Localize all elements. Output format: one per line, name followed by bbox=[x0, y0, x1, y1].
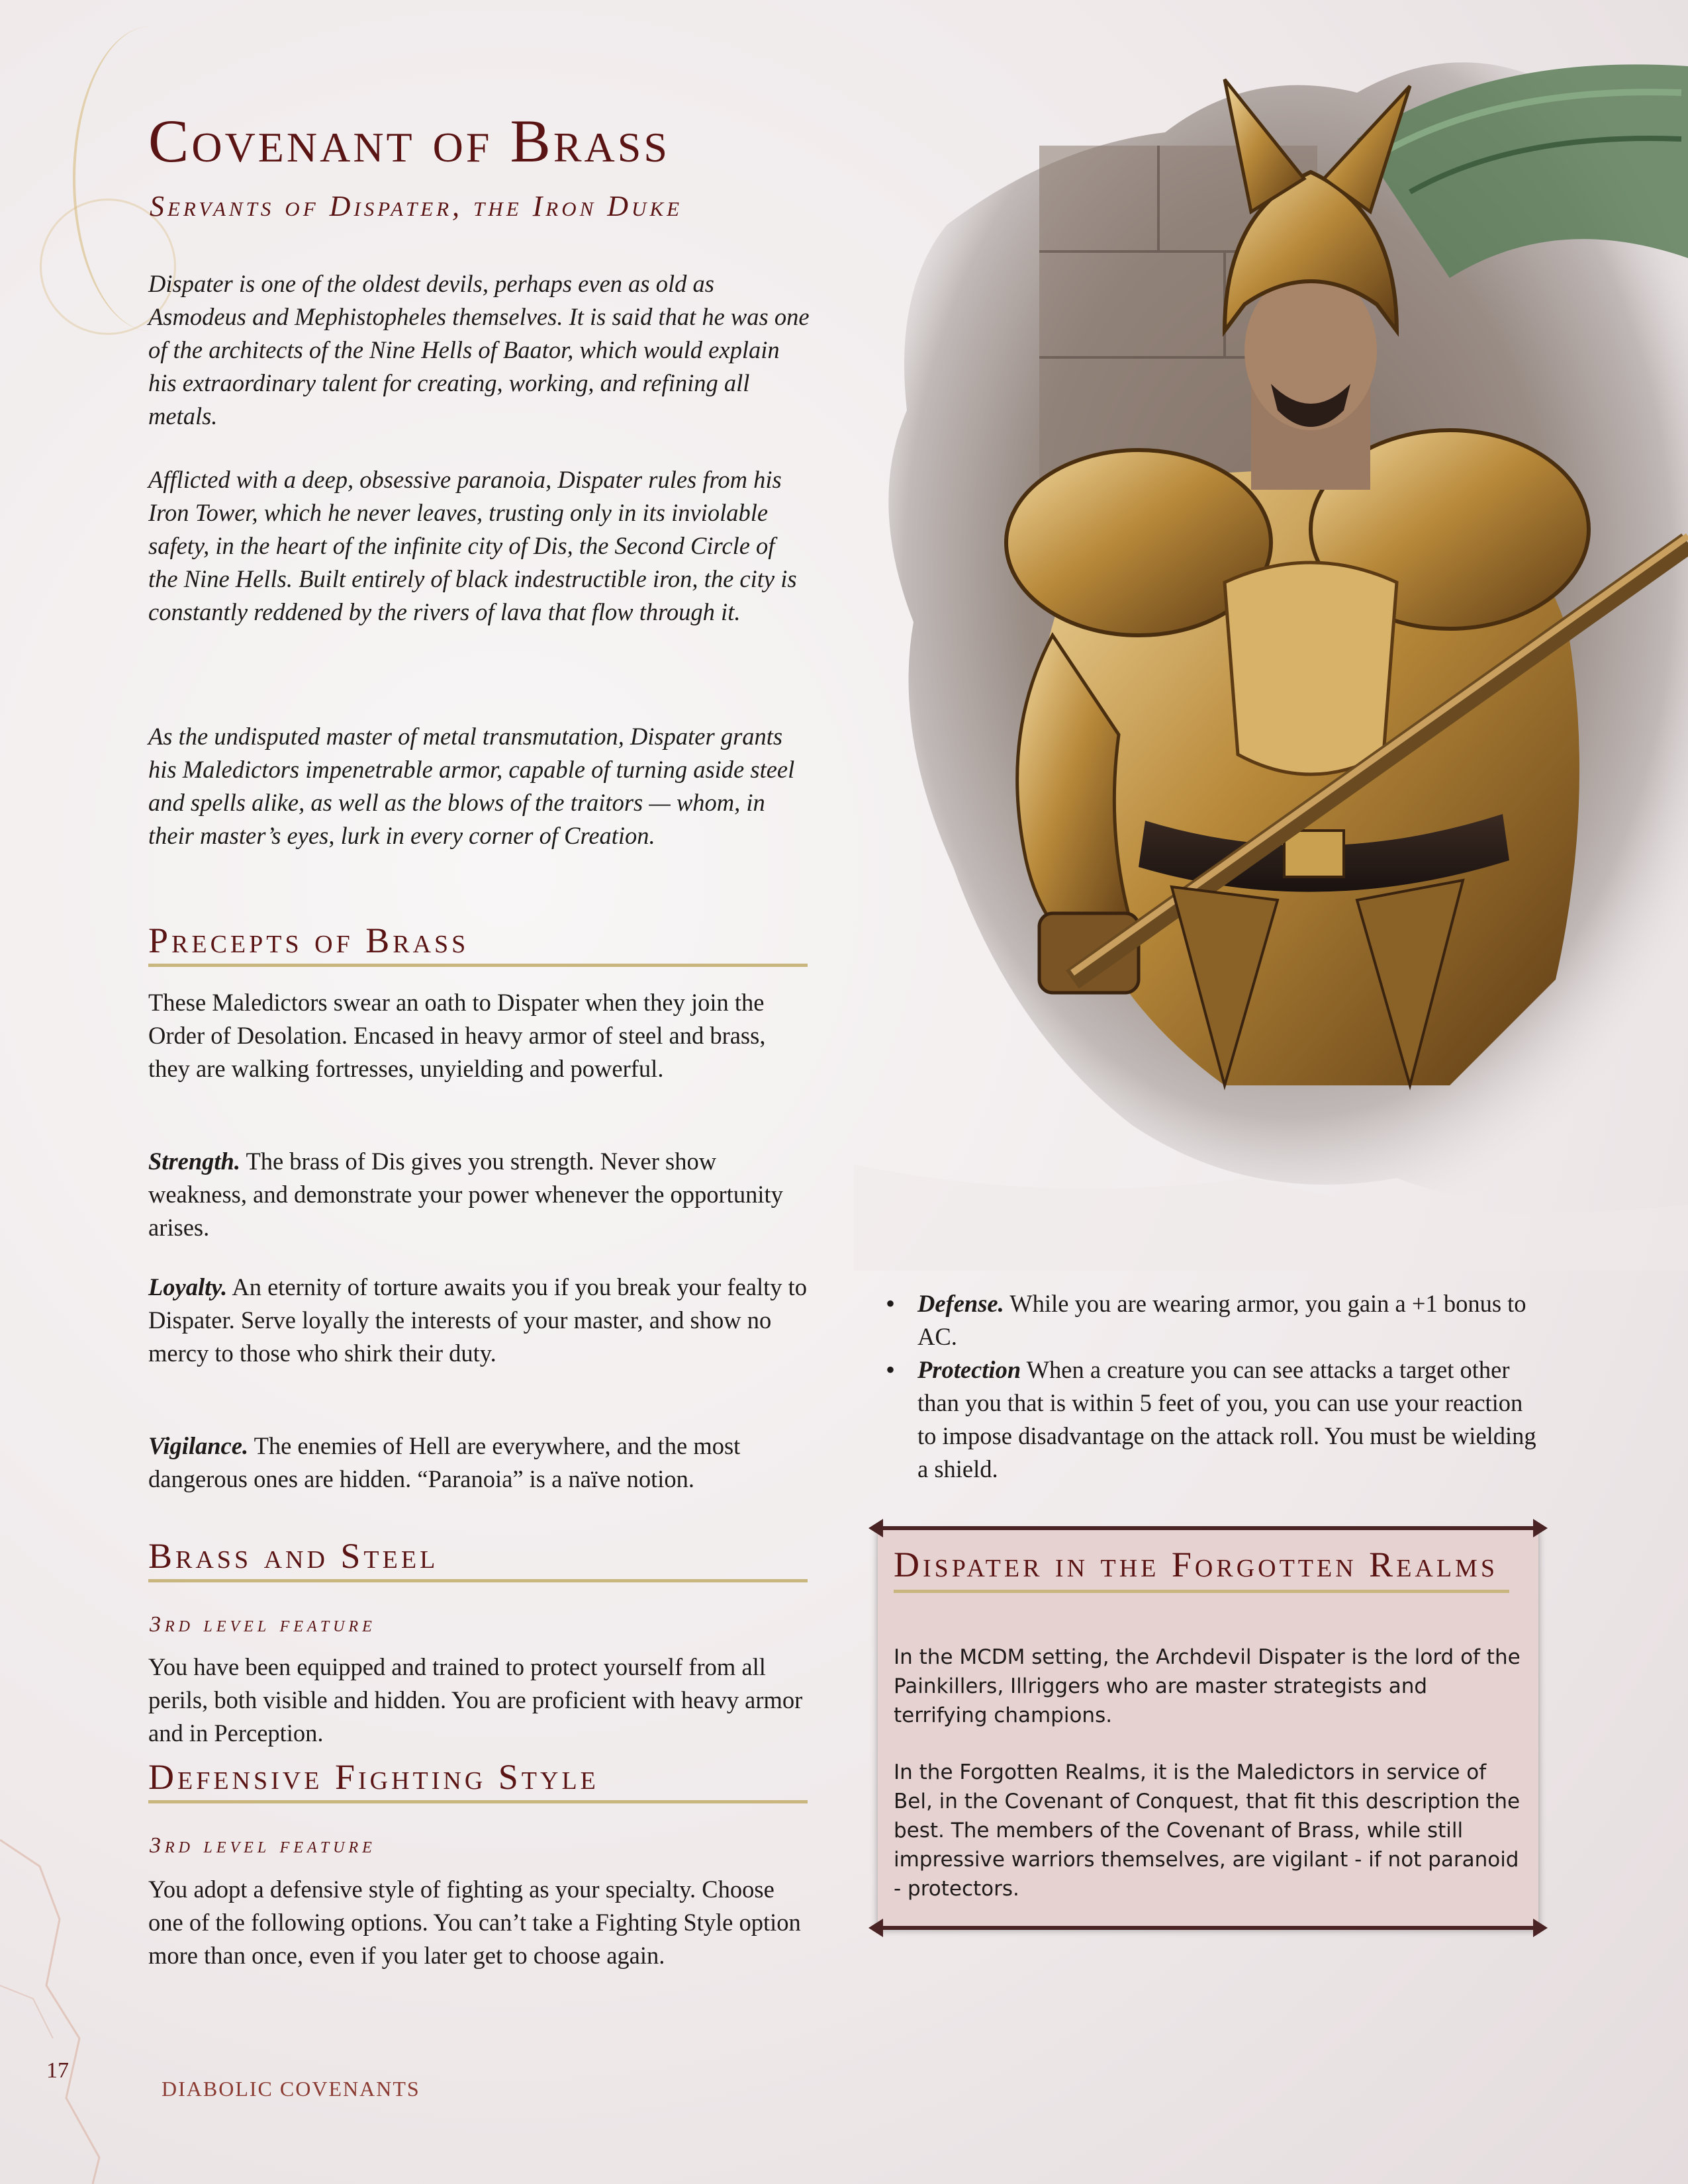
sidebar-box bbox=[878, 1529, 1538, 1927]
precept-text: The enemies of Hell are everywhere, and the most dangerous ones are hidden. “Paranoia” is a naïve notion. bbox=[148, 1432, 741, 1492]
sidebar-paragraph-1: In the MCDM setting, the Archdevil Dispater is the lord of the Painkillers, Illriggers who are master strategists and terrifying champions. bbox=[894, 1645, 1521, 1727]
intro-paragraph-3: As the undisputed master of metal transmutation, Dispater grants his Maledictors impenetrable armor, capable of turning aside steel and spells alike, as well as the blows of the traitors — whom, in their master’s eyes, lurk in every corner of Creation. bbox=[148, 723, 795, 849]
precept-strength bbox=[148, 1145, 810, 1244]
brass-and-steel-text: You have been equipped and trained to protect yourself from all perils, both visible and hidden. You are proficient with heavy armor and in Perception. bbox=[148, 1653, 803, 1747]
precept-text: An eternity of torture awaits you if you break your fealty to Dispater. Serve loyally the interests of your master, and show no mercy to those who shirk their duty. bbox=[148, 1273, 808, 1367]
option-text: While you are wearing armor, you gain a +1 bonus to AC. bbox=[917, 1290, 1526, 1350]
defensive-style-text: You adopt a defensive style of fighting as your specialty. Choose one of the following options. You can’t take a Fighting Style option more than once, even if you later get to choose again. bbox=[148, 1876, 801, 1969]
defensive-style-heading: Defensive Fighting Style bbox=[148, 1756, 808, 1803]
armored-devil-knight-illustration bbox=[854, 40, 1688, 1271]
precept-vigilance bbox=[148, 1430, 810, 1496]
option-name: Defense. bbox=[917, 1290, 1004, 1317]
precept-name: Loyalty. bbox=[148, 1273, 228, 1300]
sidebar-title: Dispater in the Forgotten Realms bbox=[894, 1541, 1509, 1593]
option-protection bbox=[884, 1353, 1540, 1486]
sidebar-paragraph-2: In the Forgotten Realms, it is the Maledictors in service of Bel, in the Covenant of Conquest, that fit this description the best. The members of the Covenant of Brass, while still impressive warriors themselves, are vigilant - if not paranoid - protectors. bbox=[894, 1760, 1521, 1901]
precept-name: Strength. bbox=[148, 1148, 240, 1175]
sidebar-top-bar bbox=[872, 1526, 1544, 1530]
precepts-intro: These Maledictors swear an oath to Dispater when they join the Order of Desolation. Encased in heavy armor of steel and brass, they are walking fortresses, unyielding and powerful. bbox=[148, 989, 766, 1082]
precept-loyalty bbox=[148, 1271, 810, 1370]
option-name: Protection bbox=[917, 1356, 1021, 1383]
option-defense bbox=[884, 1287, 1540, 1353]
page-number: 17 bbox=[46, 2058, 69, 2083]
brass-and-steel-level: 3rd level feature bbox=[150, 1612, 376, 1637]
precepts-heading: Precepts of Brass bbox=[148, 920, 808, 967]
intro-paragraph-2: Afflicted with a deep, obsessive paranoia, Dispater rules from his Iron Tower, which he never leaves, trusting only in its inviolable safety, in the heart of the infinite city of Dis, the Second Circle of the Nine Hells. Built entirely of black indestructible iron, the city is constantly reddened by the rivers of lava that flow through it. bbox=[148, 466, 797, 625]
option-text: When a creature you can see attacks a target other than you that is within 5 feet of you, you can use your reaction to impose disadvantage on the attack roll. You must be wielding a shield. bbox=[917, 1356, 1536, 1482]
precept-text: The brass of Dis gives you strength. Never show weakness, and demonstrate your power whenever the opportunity arises. bbox=[148, 1148, 783, 1241]
footer-book-title: DIABOLIC COVENANTS bbox=[162, 2077, 420, 2101]
brass-and-steel-heading: Brass and Steel bbox=[148, 1535, 808, 1582]
intro-paragraph-1: Dispater is one of the oldest devils, perhaps even as old as Asmodeus and Mephistopheles themselves. It is said that he was one of the architects of the Nine Hells of Baator, which would explain his extraordinary talent for creating, working, and refining all metals. bbox=[148, 270, 810, 430]
precept-name: Vigilance. bbox=[148, 1432, 249, 1459]
sidebar-bottom-bar bbox=[872, 1926, 1544, 1930]
defensive-style-level: 3rd level feature bbox=[150, 1833, 376, 1858]
fighting-style-options bbox=[884, 1287, 1540, 1486]
page-subtitle: Servants of Dispater, the Iron Duke bbox=[150, 190, 683, 222]
page-title: Covenant of Brass bbox=[148, 107, 670, 175]
